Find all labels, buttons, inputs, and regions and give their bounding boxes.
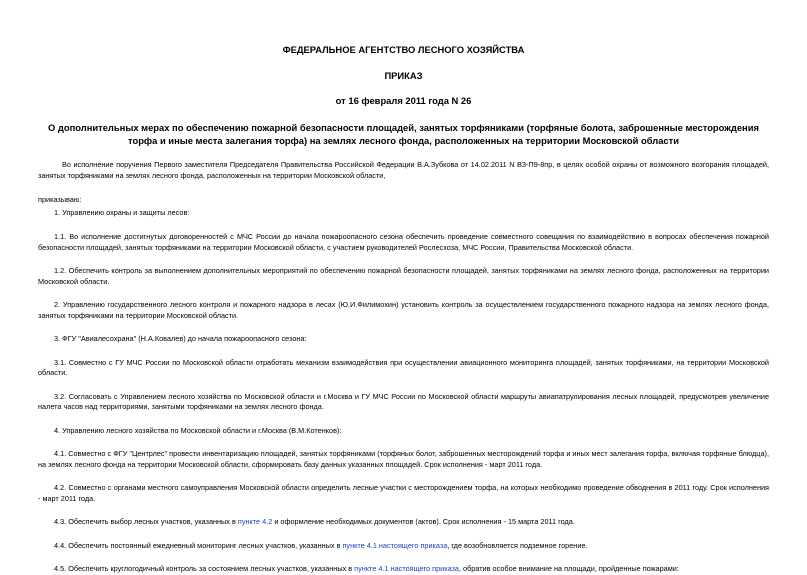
paragraph-2: 2. Управлению государственного лесного контроля и пожарного надзора в лесах (Ю.И.Филимохин) установить контроль за осуществлением государственного пожарного надзора на землях лесного фонда, занятых торфяниками на территории Московской области.: [38, 300, 769, 320]
paragraph-4-2: 4.2. Совместно с органами местного самоуправления Московской области определить лесные участки с месторождением торфа, на которых необходимо проведение обводнения в 2011 году. Срок исполнения - март 2011 года.: [38, 483, 769, 503]
document-title: О дополнительных мерах по обеспечению пожарной безопасности площадей, занятых торфяниками (торфяные болота, заброшенные месторождения торфа и иные места залегания торфа) на землях лесного фонда, расположенных на территории Московской области: [48, 122, 759, 146]
paragraph-4-3-text-b: и оформление необходимых документов (актов). Срок исполнения - 15 марта 2011 года.: [272, 517, 575, 526]
paragraph-1: 1. Управлению охраны и защиты лесов:: [54, 207, 190, 217]
link-point-4-1-b[interactable]: пункте 4.1 настоящего приказа: [354, 564, 459, 573]
paragraph-4-5: [38, 564, 769, 575]
paragraph-4-4-text-b: , где возобновляется подземное горение.: [447, 540, 588, 550]
paragraph-1-1: 1.1. Во исполнение достигнутых договоренностей с МЧС России до начала пожароопасного сезона обеспечить проведение совместного совещания по взаимодействию в вопросах обеспечения пожарной безопасности площадей, занятых торфяниками на территории Московской области, с участием руководителей Рослесхоза, МЧС России, Правительства Московской области.: [38, 232, 769, 252]
paragraph-1-2: 1.2. Обеспечить контроль за выполнением дополнительных мероприятий по обеспечению пожарной безопасности площадей, занятых торфяниками на землях лесного фонда, расположенных на территории Московской области.: [38, 266, 769, 286]
paragraph-3-1: 3.1. Совместно с ГУ МЧС России по Московской области отработать механизм взаимодействия при осуществлении авиационного мониторинга площадей, занятых торфяниками, на территории Московской области.: [38, 357, 769, 377]
paragraph-4: 4. Управлению лесного хозяйства по Московской области и г.Москва (В.М.Котенков):: [54, 425, 342, 435]
paragraph-4-4-text-a: 4.4. Обеспечить постоянный ежедневный мониторинг лесных участков, указанных в: [54, 540, 343, 550]
document-body: [38, 160, 769, 575]
paragraph-4-1: 4.1. Совместно с ФГУ "Центрлес" провести инвентаризацию площадей, занятых торфяниками (торфяных болот, заброшенных месторождений торфа и иных мест залегания торфа, включая торфяные блюдца), на землях лесного фонда на территории Московской области, сформировать базу данных указанных площадей. Срок исполнения - март 2011 года.: [38, 449, 769, 469]
link-point-4-1-a[interactable]: пункте 4.1 настоящего приказа: [342, 540, 448, 550]
paragraph-4-5-text-a: 4.5. Обеспечить круглогодичный контроль за состоянием лесных участков, указанных в: [54, 564, 355, 573]
paragraph-3-2: 3.2. Согласовать с Управлением лесного хозяйства по Московской области и г.Москва и ГУ МЧС России по Московской области маршруты авиапатрулирования лесных площадей, предусмотрев увеличение налета часов над территориями, занятыми торфяниками на землях лесного фонда.: [38, 391, 769, 411]
document-type: ПРИКАЗ: [384, 70, 423, 81]
paragraph-4-3: [38, 517, 769, 528]
paragraph-3: 3. ФГУ "Авиалесохрана" (Н.А.Ковалев) до начала пожароопасного сезона:: [54, 334, 307, 343]
intro-paragraph: Во исполнение поручения Первого заместителя Председателя Правительства Российской Федерации В.А.Зубкова от 14.02.2011 N ВЗ-П9-8пр, в целях особой охраны от возможного возгорания площадей, занятых торфяниками на землях лесного фонда, расположенных на территории Московской области,: [38, 160, 769, 180]
paragraph-4-4: [38, 541, 769, 552]
agency-name: ФЕДЕРАЛЬНОЕ АГЕНТСТВО ЛЕСНОГО ХОЗЯЙСТВА: [282, 44, 525, 55]
link-point-4-2[interactable]: пункте 4.2: [237, 517, 273, 526]
document-date: от 16 февраля 2011 года N 26: [335, 95, 472, 106]
paragraph-4-3-text-a: 4.3. Обеспечить выбор лесных участков, указанных в: [54, 517, 238, 526]
order-word: приказываю:: [38, 195, 82, 204]
paragraph-4-5-text-b: , обратив особое внимание на площади, пройденные пожарами:: [458, 564, 679, 573]
